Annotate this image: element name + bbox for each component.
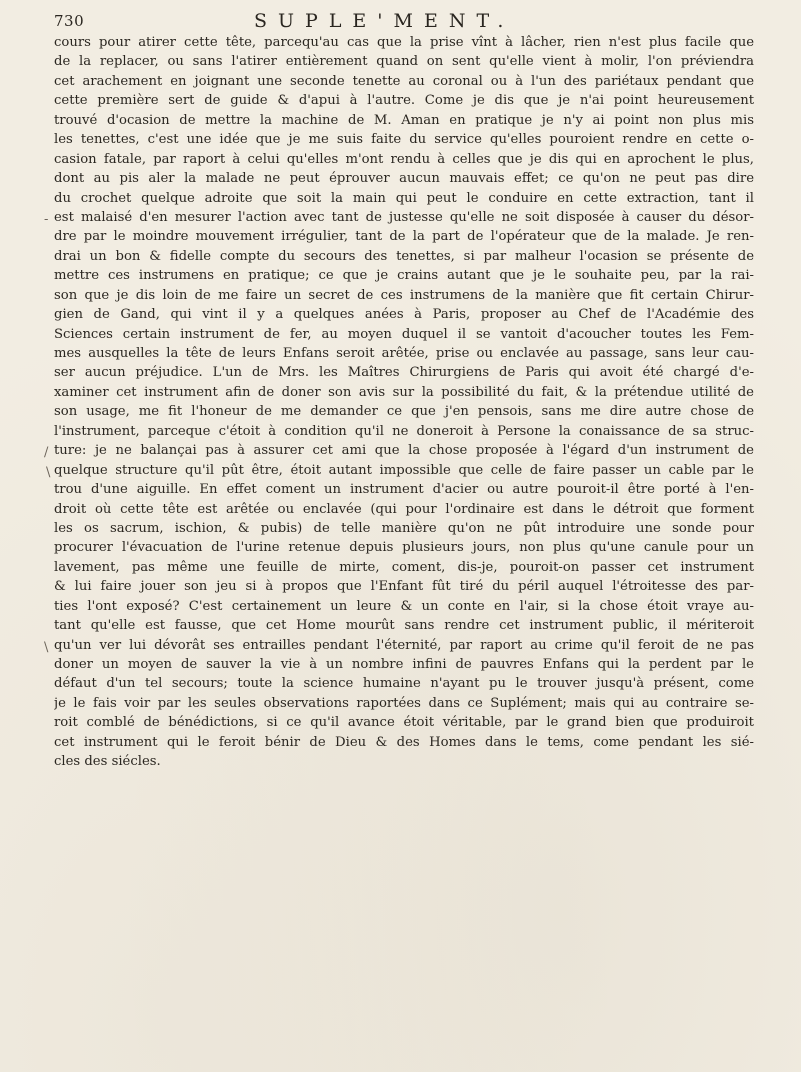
text-line: mettre ces instrumens en pratique; ce que je crains autant que je le souhaite peu, par la rai-: [54, 268, 754, 284]
text-line: cet instrument qui le feroit bénir de Dieu & des Homes dans le tems, come pendant les sié-: [54, 734, 754, 750]
text-line: l'instrument, parceque c'étoit à condition qu'il ne doneroit à Persone la conaissance de sa struc-: [54, 423, 754, 439]
text-line: drai un bon & fidelle compte du secours des tenettes, si par malheur l'ocasion se présente de: [54, 248, 754, 264]
text-line: je le fais voir par les seules observations raportées dans ce Suplément; mais qui au contraire se-: [54, 695, 754, 711]
text-line: cet arachement en joignant une seconde tenette au coronal ou à l'un des pariétaux pendant que: [54, 73, 754, 89]
text-line: trouvé d'ocasion de mettre la machine de M. Aman en pratique je n'y ai point non plus mis: [54, 112, 754, 128]
margin-mark: \: [44, 640, 49, 655]
text-line: ties l'ont exposé? C'est certainement un leure & un conte en l'air, si la chose étoit vraye au-: [54, 598, 754, 614]
text-line: tant qu'elle est fausse, que cet Home mourût sans rendre cet instrument public, il mériteroit: [54, 618, 754, 634]
page-header: [54, 10, 754, 34]
text-line: casion fatale, par raport à celui qu'elles m'ont rendu à celles que je dis qui en aprochent le plus,: [54, 151, 754, 167]
text-line: droit où cette tête est arêtée ou enclavée (qui pour l'ordinaire est dans le détroit que forment: [54, 501, 754, 517]
text-line: gien de Gand, qui vint il y a quelques anées à Paris, proposer au Chef de l'Académie des: [54, 307, 754, 323]
text-line: cles des siécles.: [54, 754, 161, 770]
text-line: procurer l'évacuation de l'urine retenue depuis plusieurs jours, non plus qu'une canule pour un: [54, 540, 754, 556]
text-line: xaminer cet instrument afin de doner son avis sur la possibilité du fait, & la prétendue utilité de: [54, 384, 754, 400]
text-line: & lui faire jouer son jeu si à propos que l'Enfant fût tiré du péril auquel l'étroitesse des par-: [54, 579, 754, 595]
text-line: ser aucun préjudice. L'un de Mrs. les Maîtres Chirurgiens de Paris qui avoit été chargé d'e-: [54, 365, 754, 381]
text-line: Sciences certain instrument de fer, au moyen duquel il se vantoit d'acoucher toutes les Fem-: [54, 326, 754, 342]
text-line: son usage, me fit l'honeur de me demander ce que j'en pensois, sans me dire autre chose de: [54, 404, 754, 420]
text-line: du crochet quelque adroite que soit la main qui peut le conduire en cette extraction, tant il: [54, 190, 754, 206]
text-line: trou d'une aiguille. En effet coment un instrument d'acier ou autre pouroit-il être porté à l'en-: [54, 482, 754, 498]
text-line: doner un moyen de sauver la vie à un nombre infini de pauvres Enfans qui la perdent par le: [54, 657, 754, 672]
text-line: dre par le moindre mouvement irrégulier, tant de la part de l'opérateur que de la malade. Je ren-: [54, 229, 754, 245]
text-line: cours pour atirer cette tête, parcequ'au cas que la prise vînt à lâcher, rien n'est plus facile que: [54, 35, 754, 50]
text-line: son que je dis loin de me faire un secret de ces instrumens de la manière que fit certain Chirur-: [54, 287, 754, 303]
text-line: ture: je ne balançai pas à assurer cet ami que la chose proposée à l'égard d'un instrument de: [54, 443, 754, 459]
margin-mark: /: [44, 445, 49, 460]
text-line: est malaisé d'en mesurer l'action avec tant de justesse qu'elle ne soit disposée à causer du désor-: [54, 209, 754, 225]
page-number: 730: [54, 12, 85, 30]
text-line: les os sacrum, ischion, & pubis) de telle manière qu'on ne pût introduire une sonde pour: [54, 520, 754, 536]
text-line: dont au pis aler la malade ne peut éprouver aucun mauvais effet; ce qu'on ne peut pas dire: [54, 171, 754, 187]
text-line: quelque structure qu'il pût être, étoit autant impossible que celle de faire passer un cable par le: [54, 462, 754, 478]
margin-mark: \: [46, 465, 51, 480]
text-line: les tenettes, c'est une idée que je me suis faite du service qu'elles pouroient rendre en cette o-: [54, 132, 754, 148]
text-line: cette première sert de guide & d'apui à l'autre. Come je dis que je n'ai point heureusement: [54, 93, 754, 109]
running-head: SUPLE'MENT.: [254, 10, 515, 32]
body-text: [54, 33, 754, 772]
text-line: qu'un ver lui dévorât ses entrailles pendant l'éternité, par raport au crime qu'il feroit de ne pas: [54, 637, 754, 653]
text-line: lavement, pas même une feuille de mirte, coment, dis-je, pouroit-on passer cet instrument: [54, 559, 754, 575]
text-line: de la replacer, ou sans l'atirer entièrement quand on sent qu'elle vient à molir, l'on préviendra: [54, 54, 754, 70]
margin-mark: -: [44, 212, 49, 227]
text-line: roit comblé de bénédictions, si ce qu'il avance étoit véritable, par le grand bien que produiroit: [54, 715, 754, 731]
text-line: mes ausquelles la tête de leurs Enfans seroit arêtée, prise ou enclavée au passage, sans leur cau-: [54, 346, 754, 361]
text-line: défaut d'un tel secours; toute la science humaine n'ayant pu le trouver jusqu'à présent, come: [54, 676, 754, 692]
